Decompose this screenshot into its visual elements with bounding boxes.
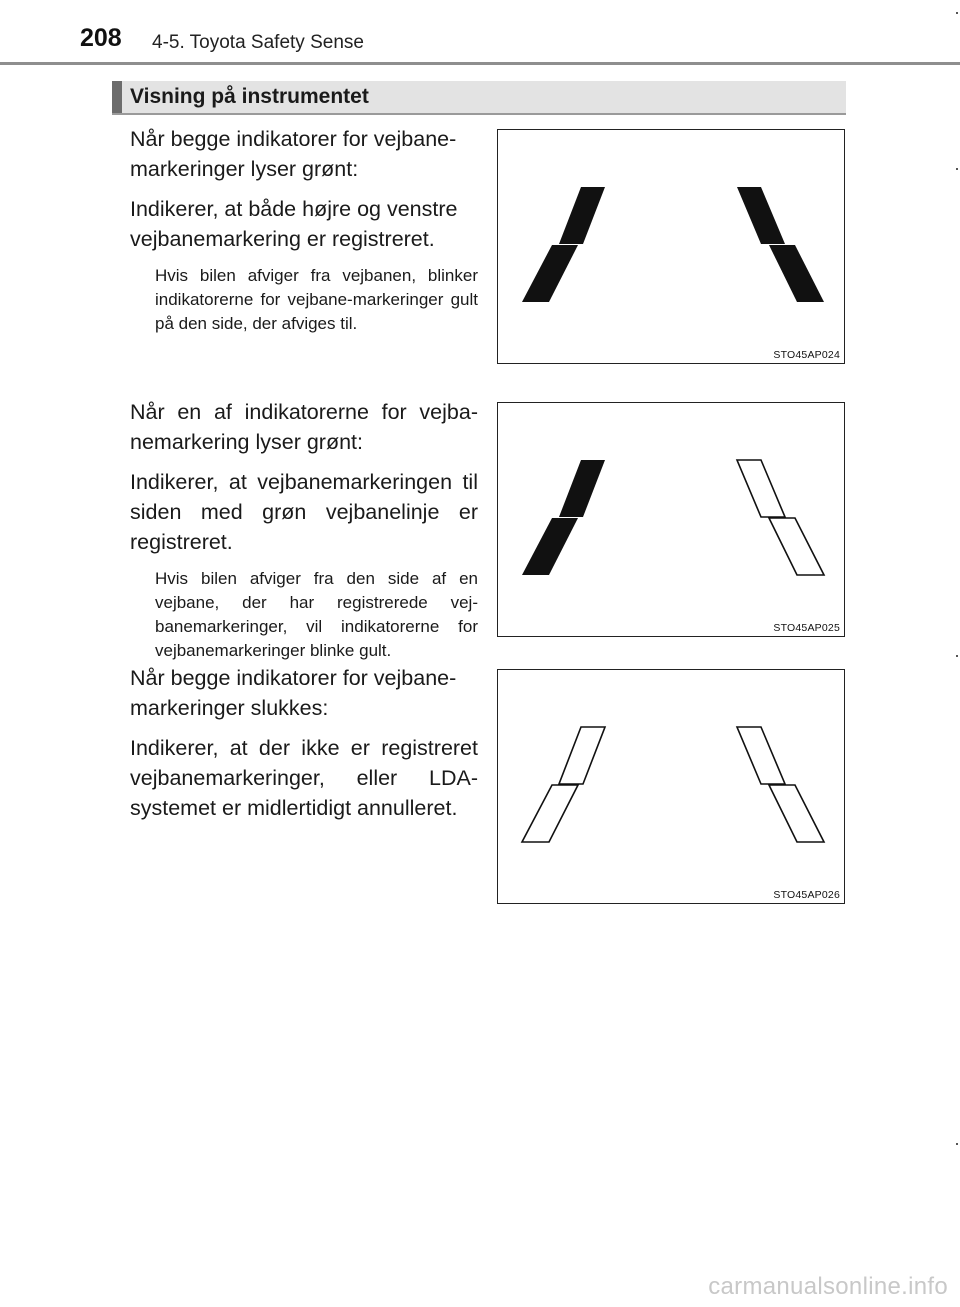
subsection-title: Visning på instrumentet [130,85,369,108]
text-block-2 [130,397,478,663]
condition-text: Når begge indikatorer for vejbane-markeringer slukkes: [130,666,457,720]
subsection-accent [112,81,122,113]
figure-code: STO45AP025 [773,622,840,634]
right-upper-marker-outline [737,460,785,517]
figure-code: STO45AP026 [773,889,840,901]
watermark: carmanualsonline.info [708,1273,948,1300]
edge-mark [956,655,958,657]
header-rule [0,62,960,65]
subsection-header [112,81,846,115]
right-upper-marker-outline [737,727,785,784]
left-upper-marker-filled [559,187,605,244]
note-text: Hvis bilen afviger fra vejbanen, blinker indikatorerne for vejbane-markeringer gult på den side, der afviges til. [155,266,478,333]
lane-indicator-figure-2 [497,402,845,637]
lane-indicator-figure-1 [497,129,845,364]
meaning-text: Indikerer, at vejbanemarkeringen til siden med grøn vejbanelinje er registreret. [130,470,478,554]
lane-marker-illustration [498,403,846,638]
left-upper-marker-filled [559,460,605,517]
condition-text: Når begge indikatorer for vejbane-markeringer lyser grønt: [130,127,457,181]
edge-mark [956,1143,958,1145]
condition-text: Når en af indikatorerne for vejba-nemarkering lyser grønt: [130,400,478,454]
right-lower-marker-filled [769,245,824,302]
right-lower-marker-outline [769,785,824,842]
right-lower-marker-outline [769,518,824,575]
lane-indicator-figure-3 [497,669,845,904]
left-lower-marker-outline [522,785,578,842]
note-text: Hvis bilen afviger fra den side af en vejbane, der har registrerede vej-banemarkeringer, vil indikatorerne for vejbanemarkeringer blinke gult. [155,569,478,660]
text-block-1 [130,124,478,336]
right-upper-marker-filled [737,187,785,244]
left-lower-marker-filled [522,245,578,302]
section-title: 4-5. Toyota Safety Sense [152,32,364,53]
meaning-text: Indikerer, at der ikke er registreret vejbanemarkeringer, eller LDA-systemet er midlertidigt annulleret. [130,736,478,820]
page-number: 208 [80,24,122,52]
text-block-3 [130,663,478,833]
edge-mark [956,12,958,14]
figure-code: STO45AP024 [773,349,840,361]
lane-marker-illustration [498,130,846,365]
edge-mark [956,168,958,170]
meaning-text: Indikerer, at både højre og venstre vejbanemarkering er registreret. [130,197,458,251]
left-upper-marker-outline [559,727,605,784]
left-lower-marker-filled [522,518,578,575]
lane-marker-illustration [498,670,846,905]
